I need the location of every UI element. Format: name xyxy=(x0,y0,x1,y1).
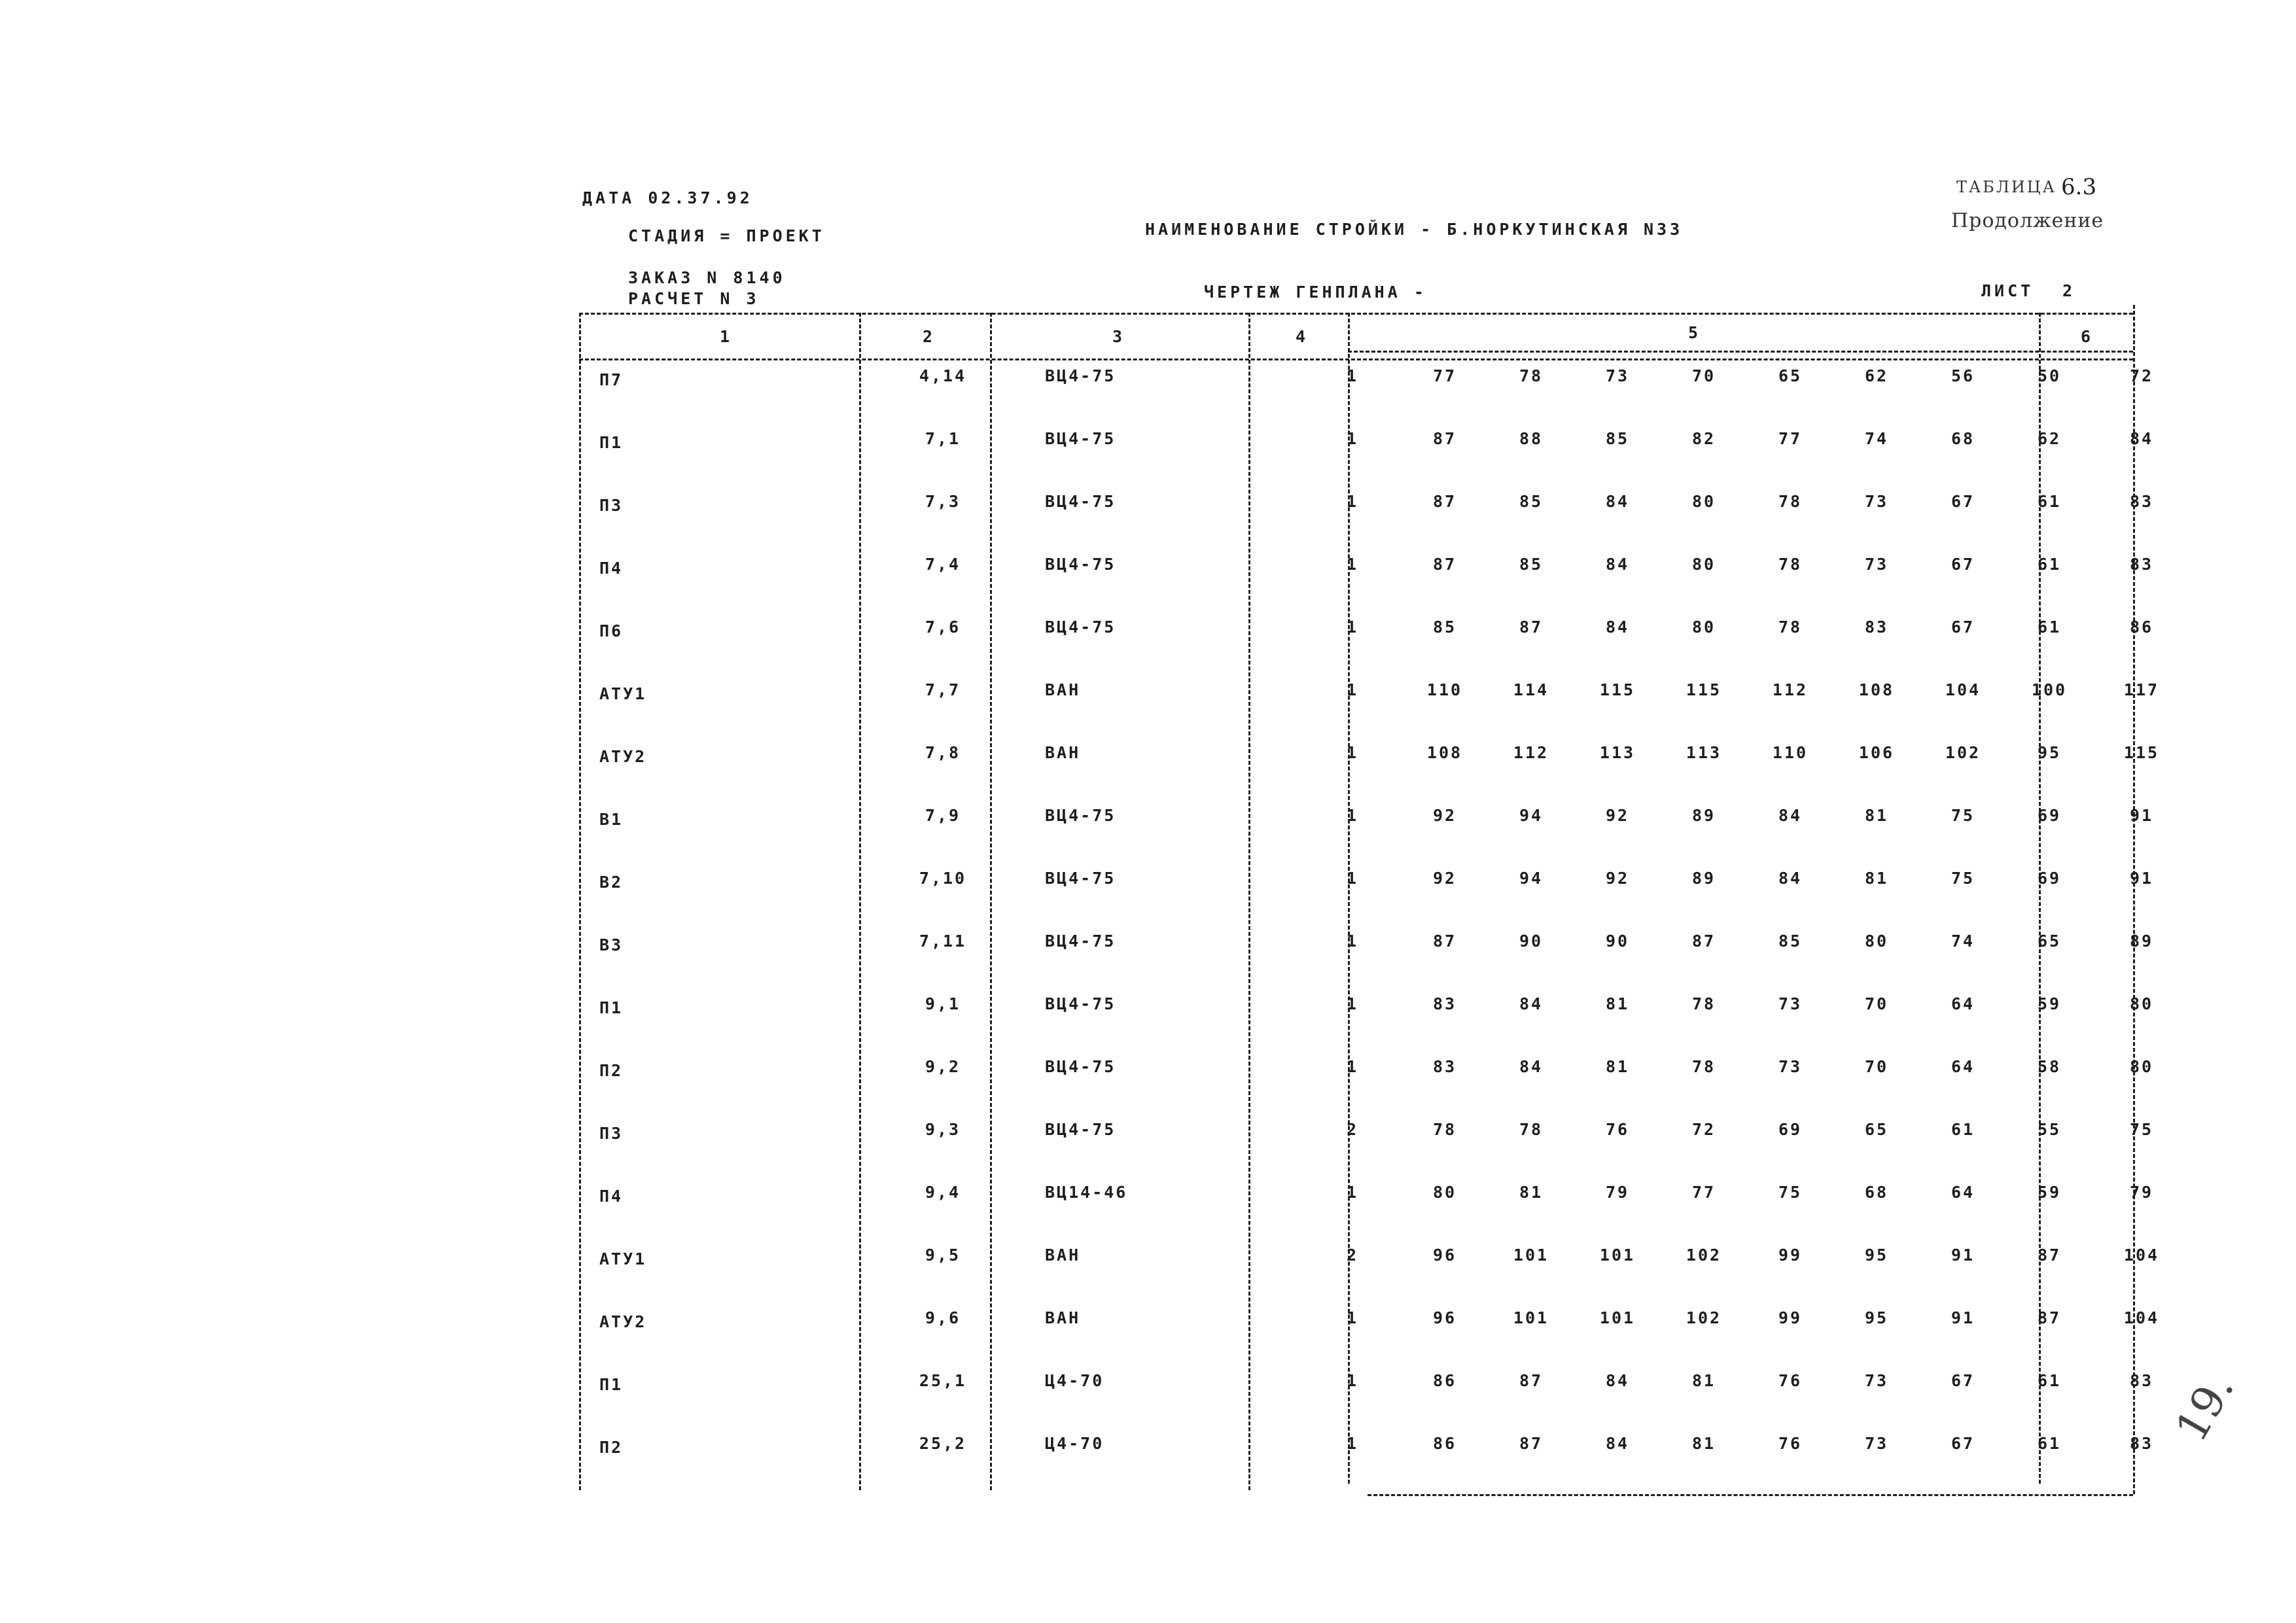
band-level-cell: 76 xyxy=(1605,1120,1630,1139)
construction-name: НАИМЕНОВАНИЕ СТРОЙКИ - Б.НОРКУТИНСКАЯ N33 xyxy=(1145,220,1684,239)
point-number-cell: 7,10 xyxy=(919,869,967,888)
table-row xyxy=(582,602,2191,665)
point-number-cell: 4,14 xyxy=(919,366,967,385)
source-name-cell: П1 xyxy=(599,1375,624,1394)
band-level-cell: 85 xyxy=(1778,932,1803,951)
band-level-cell: 113 xyxy=(1599,743,1636,762)
total-level-cell: 115 xyxy=(2123,743,2160,762)
band-level-cell: 91 xyxy=(1951,1308,1975,1327)
band-level-cell: 81 xyxy=(1605,1057,1630,1076)
band-level-cell: 81 xyxy=(1691,1434,1716,1453)
total-level-cell: 91 xyxy=(2129,869,2154,888)
table-label: ТАБЛИЦА xyxy=(1956,178,2057,196)
equipment-type-cell: Ц4-70 xyxy=(1045,1434,1104,1453)
band-level-cell: 85 xyxy=(1605,429,1630,448)
band-level-cell: 55 xyxy=(2037,1120,2062,1139)
band-level-cell: 61 xyxy=(2037,618,2062,637)
total-level-cell: 79 xyxy=(2129,1183,2154,1202)
table-bottom-rule xyxy=(1368,1494,2133,1496)
band-level-cell: 76 xyxy=(1778,1434,1803,1453)
table-row xyxy=(582,853,2191,916)
band-level-cell: 73 xyxy=(1864,1434,1889,1453)
equipment-type-cell: ВЦ4-75 xyxy=(1045,1057,1116,1076)
column-header-1: 1 xyxy=(720,327,730,346)
band-level-cell: 84 xyxy=(1778,869,1803,888)
band-level-cell: 64 xyxy=(1951,994,1975,1013)
table-row xyxy=(582,916,2191,979)
band-level-cell: 92 xyxy=(1432,806,1457,825)
band-level-cell: 76 xyxy=(1778,1371,1803,1390)
band-level-cell: 69 xyxy=(2037,869,2062,888)
band-level-cell: 64 xyxy=(1951,1183,1975,1202)
band-level-cell: 90 xyxy=(1605,932,1630,951)
total-level-cell: 83 xyxy=(2129,1434,2154,1453)
point-number-cell: 25,1 xyxy=(919,1371,967,1390)
band-level-cell: 87 xyxy=(1432,932,1457,951)
band-level-cell: 92 xyxy=(1605,806,1630,825)
quantity-cell: 1 xyxy=(1346,806,1359,825)
band-level-cell: 80 xyxy=(1691,618,1716,637)
band-level-cell: 67 xyxy=(1951,555,1975,574)
band-level-cell: 64 xyxy=(1951,1057,1975,1076)
band-level-cell: 61 xyxy=(2037,492,2062,511)
point-number-cell: 9,3 xyxy=(925,1120,961,1139)
band-level-cell: 115 xyxy=(1686,680,1722,699)
band-level-cell: 61 xyxy=(2037,555,2062,574)
band-level-cell: 74 xyxy=(1951,932,1975,951)
total-level-cell: 75 xyxy=(2129,1120,2154,1139)
band-level-cell: 73 xyxy=(1778,1057,1803,1076)
band-level-cell: 84 xyxy=(1519,1057,1544,1076)
band-level-cell: 94 xyxy=(1519,869,1544,888)
band-level-cell: 87 xyxy=(1519,618,1544,637)
band-level-cell: 96 xyxy=(1432,1246,1457,1265)
table-row xyxy=(582,539,2191,602)
quantity-cell: 1 xyxy=(1346,1183,1359,1202)
band-level-cell: 80 xyxy=(1691,555,1716,574)
band-level-cell: 84 xyxy=(1778,806,1803,825)
band-level-cell: 61 xyxy=(2037,1434,2062,1453)
quantity-cell: 1 xyxy=(1346,1057,1359,1076)
band-level-cell: 78 xyxy=(1778,492,1803,511)
band-level-cell: 100 xyxy=(2031,680,2068,699)
column-header-4: 4 xyxy=(1296,327,1306,346)
band-level-cell: 81 xyxy=(1519,1183,1544,1202)
band-level-cell: 67 xyxy=(1951,618,1975,637)
band-level-cell: 73 xyxy=(1605,366,1630,385)
band-level-cell: 58 xyxy=(2037,1057,2062,1076)
point-number-cell: 7,8 xyxy=(925,743,961,762)
band-level-cell: 70 xyxy=(1864,994,1889,1013)
point-number-cell: 9,5 xyxy=(925,1246,961,1265)
total-level-cell: 83 xyxy=(2129,555,2154,574)
total-level-cell: 83 xyxy=(2129,1371,2154,1390)
band-level-cell: 74 xyxy=(1864,429,1889,448)
band-level-cell: 86 xyxy=(1432,1434,1457,1453)
band-level-cell: 82 xyxy=(1691,429,1716,448)
equipment-type-cell: ВЦ4-75 xyxy=(1045,994,1116,1013)
band-level-cell: 65 xyxy=(1864,1120,1889,1139)
column-header-5: 5 xyxy=(1688,323,1699,342)
band-level-cell: 78 xyxy=(1519,1120,1544,1139)
equipment-type-cell: ВЦ4-75 xyxy=(1045,869,1116,888)
band-level-cell: 85 xyxy=(1519,555,1544,574)
band-level-cell: 81 xyxy=(1864,806,1889,825)
quantity-cell: 1 xyxy=(1346,1371,1359,1390)
total-level-cell: 91 xyxy=(2129,806,2154,825)
band-level-cell: 104 xyxy=(1945,680,1981,699)
source-name-cell: В1 xyxy=(599,810,624,829)
band-level-cell: 99 xyxy=(1778,1308,1803,1327)
band-level-cell: 91 xyxy=(1951,1246,1975,1265)
band-level-cell: 69 xyxy=(1778,1120,1803,1139)
quantity-cell: 1 xyxy=(1346,743,1359,762)
point-number-cell: 9,4 xyxy=(925,1183,961,1202)
source-name-cell: П1 xyxy=(599,998,624,1017)
order-label: ЗАКАЗ N 8140 xyxy=(628,268,786,287)
band-level-cell: 84 xyxy=(1605,555,1630,574)
source-name-cell: АТУ1 xyxy=(599,684,647,703)
quantity-cell: 1 xyxy=(1346,492,1359,511)
band-level-cell: 95 xyxy=(1864,1308,1889,1327)
quantity-cell: 1 xyxy=(1346,1434,1359,1453)
band-level-cell: 72 xyxy=(1691,1120,1716,1139)
table-row xyxy=(582,790,2191,853)
band-level-cell: 101 xyxy=(1599,1308,1636,1327)
band-level-cell: 75 xyxy=(1778,1183,1803,1202)
source-name-cell: АТУ2 xyxy=(599,1312,647,1331)
band-level-cell: 83 xyxy=(1432,994,1457,1013)
band-level-cell: 81 xyxy=(1605,994,1630,1013)
table-row xyxy=(582,1167,2191,1230)
band-level-cell: 110 xyxy=(1426,680,1463,699)
band-level-cell: 73 xyxy=(1864,1371,1889,1390)
continuation-label: Продолжение xyxy=(1951,209,2104,232)
band-level-cell: 94 xyxy=(1519,806,1544,825)
band-level-cell: 77 xyxy=(1778,429,1803,448)
total-level-cell: 104 xyxy=(2123,1246,2160,1265)
band-level-cell: 70 xyxy=(1864,1057,1889,1076)
band-level-cell: 67 xyxy=(1951,492,1975,511)
band-level-cell: 90 xyxy=(1519,932,1544,951)
quantity-cell: 1 xyxy=(1346,618,1359,637)
equipment-type-cell: ВЦ4-75 xyxy=(1045,932,1116,951)
total-level-cell: 83 xyxy=(2129,492,2154,511)
band-level-cell: 84 xyxy=(1519,994,1544,1013)
date-label: ДАТА 02.37.92 xyxy=(582,188,753,207)
band-level-cell: 87 xyxy=(1691,932,1716,951)
quantity-cell: 1 xyxy=(1346,932,1359,951)
noise-table xyxy=(582,351,2191,1481)
band-level-cell: 113 xyxy=(1686,743,1722,762)
band-level-cell: 96 xyxy=(1432,1308,1457,1327)
band-level-cell: 102 xyxy=(1686,1246,1722,1265)
column-header-3: 3 xyxy=(1112,327,1123,346)
band-level-cell: 106 xyxy=(1858,743,1895,762)
source-name-cell: В3 xyxy=(599,935,624,954)
table-row xyxy=(582,351,2191,413)
total-level-cell: 86 xyxy=(2129,618,2154,637)
band-level-cell: 101 xyxy=(1599,1246,1636,1265)
band-level-cell: 88 xyxy=(1519,429,1544,448)
band-level-cell: 87 xyxy=(2037,1308,2062,1327)
source-name-cell: П4 xyxy=(599,559,624,578)
source-name-cell: АТУ2 xyxy=(599,747,647,766)
total-level-cell: 80 xyxy=(2129,1057,2154,1076)
table-top-rule xyxy=(579,313,2133,315)
table-row xyxy=(582,1104,2191,1167)
calc-label: РАСЧЕТ N 3 xyxy=(628,289,760,308)
page-number-note: 19. xyxy=(2166,1365,2244,1450)
band-level-cell: 87 xyxy=(2037,1246,2062,1265)
band-level-cell: 77 xyxy=(1691,1183,1716,1202)
band-level-cell: 78 xyxy=(1778,555,1803,574)
equipment-type-cell: ВЦ4-75 xyxy=(1045,806,1116,825)
source-name-cell: П3 xyxy=(599,1124,624,1143)
band-level-cell: 67 xyxy=(1951,1371,1975,1390)
quantity-cell: 1 xyxy=(1346,429,1359,448)
band-level-cell: 78 xyxy=(1432,1120,1457,1139)
band-level-cell: 81 xyxy=(1864,869,1889,888)
band-level-cell: 68 xyxy=(1864,1183,1889,1202)
point-number-cell: 7,4 xyxy=(925,555,961,574)
band-level-cell: 87 xyxy=(1432,429,1457,448)
equipment-type-cell: ВАН xyxy=(1045,743,1081,762)
band-level-cell: 95 xyxy=(2037,743,2062,762)
point-number-cell: 25,2 xyxy=(919,1434,967,1453)
column-header-2: 2 xyxy=(923,327,933,346)
point-number-cell: 7,11 xyxy=(919,932,967,951)
total-level-cell: 72 xyxy=(2129,366,2154,385)
source-name-cell: АТУ1 xyxy=(599,1249,647,1268)
band-level-cell: 75 xyxy=(1951,869,1975,888)
band-level-cell: 61 xyxy=(1951,1120,1975,1139)
table-row xyxy=(582,413,2191,476)
band-level-cell: 95 xyxy=(1864,1246,1889,1265)
table-row xyxy=(582,1230,2191,1293)
source-name-cell: П2 xyxy=(599,1438,624,1457)
equipment-type-cell: ВЦ4-75 xyxy=(1045,618,1116,637)
equipment-type-cell: ВАН xyxy=(1045,1246,1081,1265)
band-level-cell: 65 xyxy=(1778,366,1803,385)
source-name-cell: П6 xyxy=(599,621,624,640)
quantity-cell: 1 xyxy=(1346,869,1359,888)
drawing-label: ЧЕРТЕЖ ГЕНПЛАНА - xyxy=(1204,283,1427,302)
equipment-type-cell: ВАН xyxy=(1045,1308,1081,1327)
table-row xyxy=(582,1293,2191,1355)
column-divider-left xyxy=(579,313,581,1490)
band-level-cell: 70 xyxy=(1691,366,1716,385)
band-level-cell: 73 xyxy=(1864,492,1889,511)
equipment-type-cell: ВЦ4-75 xyxy=(1045,555,1116,574)
table-row xyxy=(582,476,2191,539)
source-name-cell: П1 xyxy=(599,433,624,452)
band-level-cell: 83 xyxy=(1432,1057,1457,1076)
table-row xyxy=(582,1041,2191,1104)
source-name-cell: П3 xyxy=(599,496,624,515)
band-level-cell: 61 xyxy=(2037,1371,2062,1390)
band-level-cell: 85 xyxy=(1432,618,1457,637)
band-level-cell: 102 xyxy=(1945,743,1981,762)
table-number: 6.3 xyxy=(2061,174,2097,200)
band-level-cell: 80 xyxy=(1864,932,1889,951)
band-level-cell: 92 xyxy=(1432,869,1457,888)
band-level-cell: 87 xyxy=(1519,1371,1544,1390)
band-level-cell: 89 xyxy=(1691,869,1716,888)
band-level-cell: 87 xyxy=(1519,1434,1544,1453)
quantity-cell: 2 xyxy=(1346,1120,1359,1139)
total-level-cell: 80 xyxy=(2129,994,2154,1013)
band-level-cell: 62 xyxy=(2037,429,2062,448)
band-level-cell: 78 xyxy=(1519,366,1544,385)
point-number-cell: 7,1 xyxy=(925,429,961,448)
band-level-cell: 62 xyxy=(1864,366,1889,385)
band-level-cell: 86 xyxy=(1432,1371,1457,1390)
band-level-cell: 78 xyxy=(1778,618,1803,637)
band-level-cell: 56 xyxy=(1951,366,1975,385)
band-level-cell: 80 xyxy=(1691,492,1716,511)
point-number-cell: 7,9 xyxy=(925,806,961,825)
band-level-cell: 78 xyxy=(1691,994,1716,1013)
band-level-cell: 77 xyxy=(1432,366,1457,385)
table-row xyxy=(582,1355,2191,1418)
point-number-cell: 7,7 xyxy=(925,680,961,699)
table-row xyxy=(582,727,2191,790)
band-level-cell: 69 xyxy=(2037,806,2062,825)
source-name-cell: В2 xyxy=(599,873,624,892)
band-level-cell: 115 xyxy=(1599,680,1636,699)
equipment-type-cell: ВЦ4-75 xyxy=(1045,429,1116,448)
quantity-cell: 1 xyxy=(1346,680,1359,699)
point-number-cell: 9,2 xyxy=(925,1057,961,1076)
band-level-cell: 99 xyxy=(1778,1246,1803,1265)
band-level-cell: 112 xyxy=(1513,743,1549,762)
equipment-type-cell: ВЦ14-46 xyxy=(1045,1183,1128,1202)
band-level-cell: 73 xyxy=(1864,555,1889,574)
point-number-cell: 7,6 xyxy=(925,618,961,637)
band-level-cell: 75 xyxy=(1951,806,1975,825)
band-level-cell: 89 xyxy=(1691,806,1716,825)
total-level-cell: 84 xyxy=(2129,429,2154,448)
table-row xyxy=(582,665,2191,727)
table-row xyxy=(582,979,2191,1041)
band-level-cell: 78 xyxy=(1691,1057,1716,1076)
equipment-type-cell: ВЦ4-75 xyxy=(1045,366,1116,385)
band-level-cell: 59 xyxy=(2037,994,2062,1013)
band-level-cell: 50 xyxy=(2037,366,2062,385)
total-level-cell: 117 xyxy=(2123,680,2160,699)
band-level-cell: 112 xyxy=(1772,680,1809,699)
total-level-cell: 89 xyxy=(2129,932,2154,951)
band-level-cell: 68 xyxy=(1951,429,1975,448)
table-row xyxy=(582,1418,2191,1481)
band-level-cell: 83 xyxy=(1864,618,1889,637)
sheet-label: ЛИСТ xyxy=(1981,281,2034,300)
band-level-cell: 87 xyxy=(1432,555,1457,574)
band-level-cell: 84 xyxy=(1605,1371,1630,1390)
band-level-cell: 92 xyxy=(1605,869,1630,888)
quantity-cell: 2 xyxy=(1346,1246,1359,1265)
equipment-type-cell: ВЦ4-75 xyxy=(1045,492,1116,511)
source-name-cell: П7 xyxy=(599,370,624,389)
band-level-cell: 84 xyxy=(1605,1434,1630,1453)
total-level-cell: 104 xyxy=(2123,1308,2160,1327)
point-number-cell: 7,3 xyxy=(925,492,961,511)
source-name-cell: П2 xyxy=(599,1061,624,1080)
band-level-cell: 108 xyxy=(1426,743,1463,762)
band-level-cell: 85 xyxy=(1519,492,1544,511)
band-level-cell: 84 xyxy=(1605,618,1630,637)
band-level-cell: 84 xyxy=(1605,492,1630,511)
equipment-type-cell: ВЦ4-75 xyxy=(1045,1120,1116,1139)
band-level-cell: 102 xyxy=(1686,1308,1722,1327)
band-level-cell: 101 xyxy=(1513,1246,1549,1265)
band-level-cell: 110 xyxy=(1772,743,1809,762)
band-level-cell: 108 xyxy=(1858,680,1895,699)
equipment-type-cell: ВАН xyxy=(1045,680,1081,699)
band-level-cell: 87 xyxy=(1432,492,1457,511)
band-level-cell: 67 xyxy=(1951,1434,1975,1453)
band-level-cell: 59 xyxy=(2037,1183,2062,1202)
column-header-6: 6 xyxy=(2081,327,2091,346)
quantity-cell: 1 xyxy=(1346,994,1359,1013)
point-number-cell: 9,6 xyxy=(925,1308,961,1327)
quantity-cell: 1 xyxy=(1346,555,1359,574)
point-number-cell: 9,1 xyxy=(925,994,961,1013)
band-level-cell: 79 xyxy=(1605,1183,1630,1202)
quantity-cell: 1 xyxy=(1346,366,1359,385)
band-level-cell: 80 xyxy=(1432,1183,1457,1202)
equipment-type-cell: Ц4-70 xyxy=(1045,1371,1104,1390)
source-name-cell: П4 xyxy=(599,1187,624,1206)
band-level-cell: 65 xyxy=(2037,932,2062,951)
quantity-cell: 1 xyxy=(1346,1308,1359,1327)
band-level-cell: 73 xyxy=(1778,994,1803,1013)
band-level-cell: 81 xyxy=(1691,1371,1716,1390)
sheet-number: 2 xyxy=(2062,281,2076,300)
band-level-cell: 114 xyxy=(1513,680,1549,699)
band-level-cell: 101 xyxy=(1513,1308,1549,1327)
stage-label: СТАДИЯ = ПРОЕКТ xyxy=(628,226,825,245)
